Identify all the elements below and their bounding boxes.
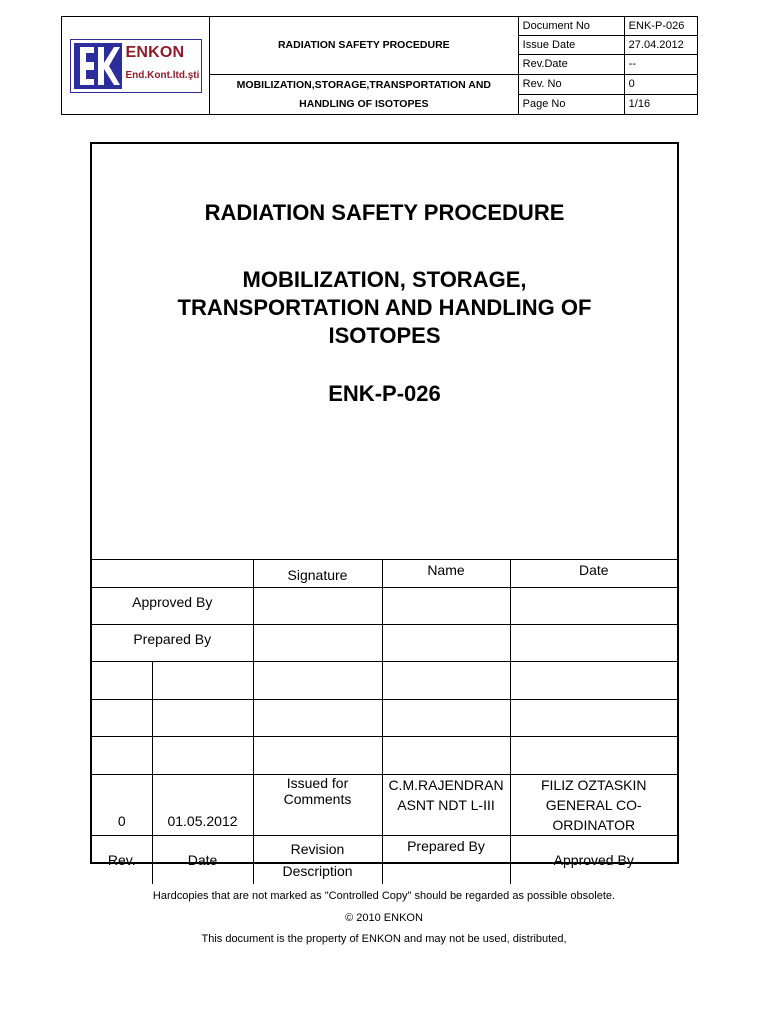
- footer-notice: Hardcopies that are not marked as "Controlled Copy" should be regarded as possible obsolete.: [152, 890, 616, 902]
- table-cell: [152, 737, 253, 775]
- company-logo: [70, 39, 202, 93]
- header-title: RADIATION SAFETY PROCEDURE: [210, 17, 519, 75]
- header-subtitle-line1: MOBILIZATION,STORAGE,TRANSPORTATION AND: [236, 78, 491, 91]
- table-cell: [92, 737, 152, 775]
- footer-property: This document is the property of ENKON and may not be used, distributed,: [201, 933, 567, 945]
- description-label: [253, 836, 382, 884]
- field-value: ENK-P-026: [624, 17, 697, 36]
- header-subtitle: [210, 74, 519, 114]
- table-cell: [253, 662, 382, 700]
- table-cell: [510, 737, 677, 775]
- cover-subtitle-line3: ISOTOPES: [328, 323, 441, 348]
- rev-label: Rev.: [92, 836, 152, 884]
- revision-prepared-by: [382, 775, 510, 836]
- prepared-date-cell: [510, 625, 677, 662]
- column-header-signature: Signature: [253, 560, 382, 588]
- date-label: Date: [152, 836, 253, 884]
- field-key: Document No: [518, 17, 624, 36]
- table-cell: [92, 700, 152, 737]
- approved-title: GENERAL CO-ORDINATOR: [545, 797, 642, 833]
- field-key: Rev. No: [518, 74, 624, 94]
- approved-by-label: Approved By: [92, 588, 253, 625]
- table-row: [92, 588, 677, 625]
- revision-header-row: [92, 836, 677, 884]
- table-row: [92, 700, 677, 737]
- revision-description: Issued for Comments: [253, 775, 382, 836]
- table-row: [92, 662, 677, 700]
- revision-approved-by: [510, 775, 677, 836]
- field-key: Page No: [518, 94, 624, 114]
- table-cell: [152, 700, 253, 737]
- field-value: 0: [624, 74, 697, 94]
- prepared-by-column-label: Prepared By: [382, 836, 510, 884]
- table-cell: [382, 737, 510, 775]
- cover-frame: [90, 142, 679, 879]
- revision-date: 01.05.2012: [152, 775, 253, 836]
- field-value: 27.04.2012: [624, 36, 697, 55]
- table-cell: [510, 700, 677, 737]
- approved-name-cell: [382, 588, 510, 625]
- table-cell: [382, 662, 510, 700]
- prepared-signature-cell: [253, 625, 382, 662]
- table-row: [92, 625, 677, 662]
- approved-signature-cell: [253, 588, 382, 625]
- table-cell: [152, 662, 253, 700]
- revision-number: 0: [92, 775, 152, 836]
- table-cell: [510, 662, 677, 700]
- approval-revision-table: [92, 559, 677, 884]
- prepared-name-cell: [382, 625, 510, 662]
- cover-subtitle-line2: TRANSPORTATION AND HANDLING OF: [177, 295, 592, 320]
- table-cell: [92, 662, 152, 700]
- prepared-by-label: Prepared By: [92, 625, 253, 662]
- approved-date-cell: [510, 588, 677, 625]
- field-key: Issue Date: [518, 36, 624, 55]
- cover-subtitle-line1: MOBILIZATION, STORAGE,: [242, 267, 527, 292]
- logo-cell: [62, 17, 210, 115]
- logo-name: ENKON: [125, 43, 185, 61]
- table-cell: [92, 560, 253, 588]
- enkon-logo-icon: [74, 43, 122, 89]
- field-value: --: [624, 55, 697, 74]
- approved-by-column-label: Approved By: [510, 836, 677, 884]
- table-cell: [253, 700, 382, 737]
- logo-subtitle: End.Kont.ltd.şti: [125, 69, 200, 81]
- table-cell: [253, 737, 382, 775]
- cover-subtitle: [92, 266, 677, 350]
- revision-row: [92, 775, 677, 836]
- table-row: [92, 560, 677, 588]
- cover-title: RADIATION SAFETY PROCEDURE: [204, 200, 565, 225]
- prepared-name: C.M.RAJENDRAN: [388, 777, 504, 793]
- document-header-table: [61, 16, 698, 115]
- column-header-name: Name: [382, 560, 510, 588]
- document-code: ENK-P-026: [328, 381, 441, 406]
- field-value: 1/16: [624, 94, 697, 114]
- footer-copyright: © 2010 ENKON: [345, 912, 423, 924]
- table-cell: [382, 700, 510, 737]
- column-header-date: Date: [510, 560, 677, 588]
- field-key: Rev.Date: [518, 55, 624, 74]
- header-subtitle-line2: HANDLING OF ISOTOPES: [299, 97, 429, 110]
- description-label-line1: Revision: [290, 840, 345, 857]
- table-row: [92, 737, 677, 775]
- approved-name: FILIZ OZTASKIN: [540, 777, 647, 793]
- prepared-title: ASNT NDT L-III: [397, 797, 495, 813]
- description-label-line2: Description: [282, 862, 353, 879]
